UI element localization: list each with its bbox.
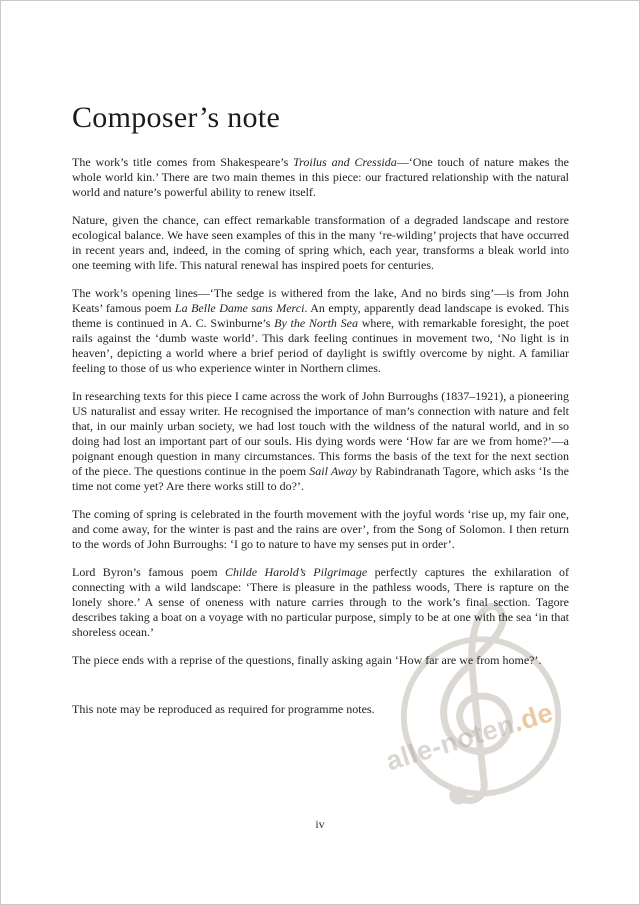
page-title: Composer’s note	[72, 101, 281, 134]
body-text: where, with remarkable foresight, the poet rails against the ‘dumb waste world’. This dark feeling continues in movement two, ‘No light is in heaven’, depicting a world where a brief period of daylight is swiftly overcome by night. A familiar feeling to those of us who experience winter in Northern climes.	[72, 316, 569, 375]
italic-title-text: Sail Away	[309, 464, 357, 478]
body-text: The coming of spring is celebrated in the fourth movement with the joyful words ‘rise up, my fair one, and come away, for the winter is past and the rains are over’, from the Song of Solomon. I then return to the words of John Burroughs: ‘I go to nature to have my senses put in order’.	[72, 507, 569, 551]
body-text: . An empty, apparently dead landscape is evoked. This theme is continued in A. C. Swinburne’s	[72, 301, 569, 330]
clef-ball	[449, 787, 467, 805]
body-text: In researching texts for this piece I came across the work of John Burroughs (1837–1921), a pioneering US naturalist and essay writer. He recognised the importance of man’s connection with nature and felt that, in our mainly urban society, we had lost touch with the wildness of the natural world, and in so doing had lost an important part of our souls. His dying words were ‘How far are we from home?’—a poignant enough question in many circumstances. This forms the basis of the text for the next section of the piece. The questions continue in the poem	[72, 389, 569, 478]
body-text: —‘One touch of nature makes the whole world kin.’ There are two main themes in this piece: our fractured relationship with the natural world and nature’s powerful ability to renew itself.	[72, 155, 569, 199]
italic-title-text: Troilus and Cressida	[293, 155, 397, 169]
body-text: Lord Byron’s famous poem	[72, 565, 226, 579]
body-text: Nature, given the chance, can effect remarkable transformation of a degraded landscape and restore ecological balance. We have seen examples of this in the many ‘re-wilding’ projects that have occurred in recent years and, indeed, in the coming of spring which, each year, transforms a bleak world into one teeming with life. This natural renewal has inspired poets for centuries.	[72, 213, 569, 272]
paragraph	[72, 389, 569, 494]
body-text: The piece ends with a reprise of the questions, finally asking again ‘How far are we from home?’.	[72, 653, 542, 667]
paragraph	[72, 507, 569, 552]
watermark-tld: .de	[509, 697, 557, 738]
paragraph	[72, 286, 569, 376]
paragraph	[72, 213, 569, 273]
watermark-brand: alle-noten	[382, 708, 518, 777]
page-number: iv	[315, 817, 325, 831]
italic-title-text: By the North Sea	[274, 316, 358, 330]
italic-title-text: Childe Harold’s Pilgrimage	[225, 565, 368, 579]
paragraph	[72, 653, 569, 668]
note-paragraphs	[72, 155, 569, 717]
body-text: perfectly captures the exhilaration of connecting with a wild landscape: ‘There is pleasure in the pathless woods, There is rapture on the lonely shore.’ A sense of oneness with nature carries through to the work’s final section. Tagore describes taking a boat on a voyage with no particular purpose, simply to be at one with the sea ‘in that shoreless ocean.’	[72, 565, 569, 639]
note-content	[1, 1, 639, 717]
paragraph	[72, 702, 569, 717]
body-text: The work’s opening lines—‘The sedge is withered from the lake, And no birds sing’—is from John Keats’ famous poem	[72, 286, 569, 315]
body-text: by Rabindranath Tagore, which asks ‘Is the time not come yet? Are there works still to do?’.	[72, 464, 570, 493]
body-text: The work’s title comes from Shakespeare’s	[72, 155, 294, 169]
paragraph	[72, 155, 569, 200]
italic-title-text: La Belle Dame sans Merci	[174, 301, 305, 315]
body-text: This note may be reproduced as required for programme notes.	[72, 702, 375, 716]
paragraph	[72, 565, 569, 640]
